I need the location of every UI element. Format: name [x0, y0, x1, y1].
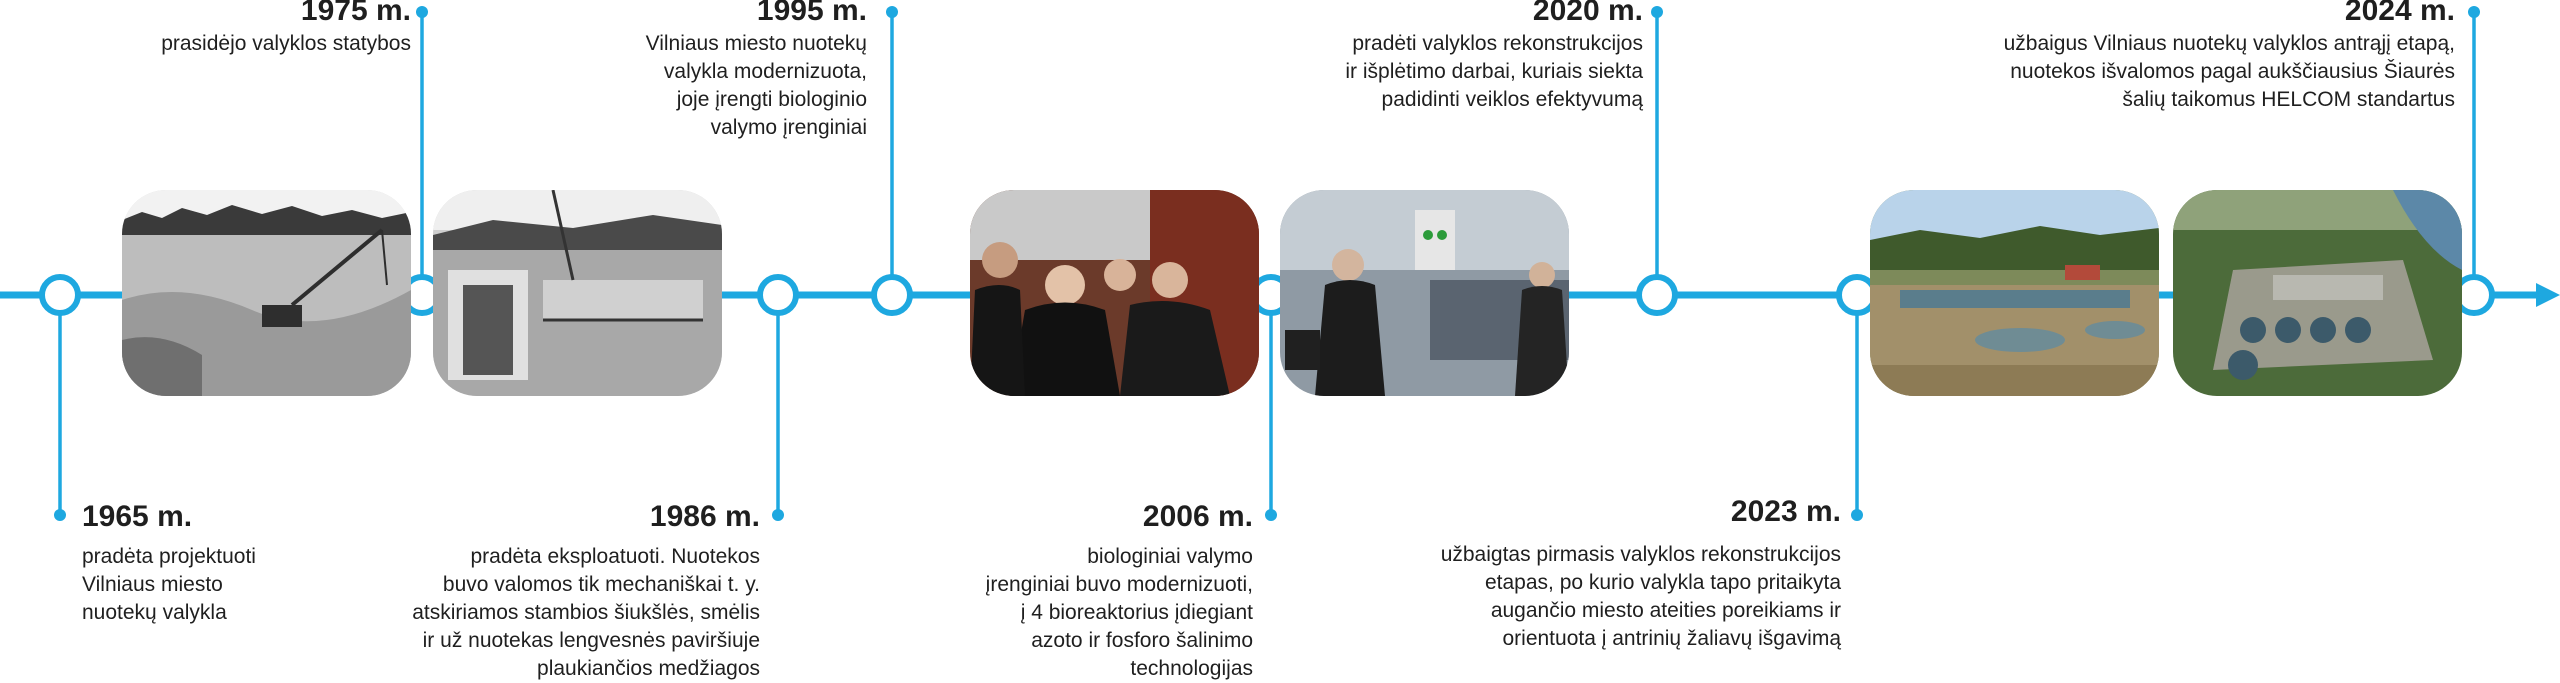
connector-end-dot-2020 — [1651, 6, 1663, 18]
milestone-text-line: pradėta eksploatuoti. Nuotekos — [470, 545, 760, 568]
connector-end-dot-1995 — [886, 6, 898, 18]
connector-end-dot-2024 — [2468, 6, 2480, 18]
milestone-2006 — [986, 500, 1253, 683]
milestone-text — [986, 543, 1253, 683]
milestone-2020 — [1345, 0, 1643, 114]
timeline-node-1965 — [42, 277, 78, 313]
milestone-text-line: nuotekos išvalomos pagal aukščiausius Šiaurės — [2010, 60, 2455, 83]
milestone-text-line: augančio miesto ateities poreikiams ir — [1490, 599, 1841, 622]
milestone-text-line: pradėta projektuoti — [82, 545, 256, 568]
milestone-text-line: technologijas — [1130, 657, 1253, 680]
connector-end-dot-1975 — [416, 6, 428, 18]
milestone-text-line: užbaigus Vilniaus nuotekų valyklos antrąjį etapą, — [2003, 32, 2455, 55]
milestone-text-line: prasidėjo valyklos statybos — [161, 32, 411, 55]
construction-site-photo — [122, 190, 411, 396]
milestone-year: 1965 m. — [82, 500, 193, 533]
milestone-text-line: ir išplėtimo darbai, kuriais siekta — [1345, 60, 1643, 83]
milestone-year: 2024 m. — [2344, 0, 2455, 27]
milestone-text-line: biologiniai valymo — [1087, 545, 1253, 568]
milestone-text — [1345, 30, 1643, 114]
milestone-year: 1986 m. — [649, 500, 760, 533]
milestone-text-line: valykla modernizuota, — [663, 60, 867, 83]
milestone-text — [412, 543, 760, 683]
aerial-plant-overview-photo — [2173, 190, 2462, 396]
milestone-text — [2004, 30, 2455, 114]
milestone-1995 — [646, 0, 867, 142]
officials-visit-photo — [970, 190, 1259, 396]
milestone-text-line: pradėti valyklos rekonstrukcijos — [1352, 32, 1643, 55]
timeline-node-1995 — [874, 277, 910, 313]
milestone-year: 1995 m. — [756, 0, 867, 27]
milestone-text-line: valymo įrenginiai — [710, 116, 867, 139]
connector-end-dot-2023 — [1851, 509, 1863, 521]
milestone-text-line: ir už nuotekas lengvesnės paviršiuje — [422, 629, 760, 652]
milestone-text-line: etapas, po kurio valykla tapo pritaikyta — [1484, 571, 1841, 594]
milestone-text-line: buvo valomos tik mechaniškai t. y. — [442, 573, 760, 596]
milestone-text-line: Vilniaus miesto — [82, 573, 223, 596]
timeline-node-1986 — [760, 277, 796, 313]
milestone-year: 2023 m. — [1730, 495, 1841, 528]
milestone-2024 — [2004, 0, 2455, 114]
milestone-2023 — [1441, 495, 1841, 653]
milestone-text-line: orientuota į antrinių žaliavų išgavimą — [1502, 627, 1841, 650]
timeline-node-2020 — [1639, 277, 1675, 313]
milestone-text-line: padidinti veiklos efektyvumą — [1381, 88, 1643, 111]
milestone-text — [1441, 541, 1841, 653]
milestone-text-line: įrenginiai buvo modernizuoti, — [985, 573, 1253, 596]
milestone-text-line: plaukiančios medžiagos — [537, 657, 760, 680]
milestone-text-line: nuotekų valykla — [82, 601, 227, 624]
milestone-1975 — [161, 0, 411, 58]
connector-end-dot-2006 — [1265, 509, 1277, 521]
milestone-1965 — [82, 500, 256, 627]
milestone-text-line: į 4 bioreaktorius įdiegiant — [1020, 601, 1253, 624]
milestone-text — [82, 543, 256, 627]
milestone-year: 1975 m. — [300, 0, 411, 27]
milestone-year: 2006 m. — [1142, 500, 1253, 533]
connector-end-dot-1965 — [54, 509, 66, 521]
milestone-year: 2020 m. — [1532, 0, 1643, 27]
control-panel-photo — [1280, 190, 1569, 396]
milestone-text-line: Vilniaus miesto nuotekų — [645, 32, 867, 55]
connector-end-dot-1986 — [772, 509, 784, 521]
milestone-text — [646, 30, 867, 142]
concrete-works-photo — [433, 190, 722, 396]
milestone-text-line: azoto ir fosforo šalinimo — [1031, 629, 1253, 652]
milestone-text-line: užbaigtas pirmasis valyklos rekonstrukcijos — [1440, 543, 1841, 566]
aerial-plant-photo — [1870, 190, 2159, 396]
milestone-text-line: atskiriamos stambios šiukšlės, smėlis — [412, 601, 760, 624]
milestone-text-line: šalių taikomus HELCOM standartus — [2122, 88, 2455, 111]
timeline-arrow-icon — [2536, 283, 2560, 307]
milestone-1986 — [412, 500, 760, 683]
milestone-text — [161, 30, 411, 58]
milestone-text-line: joje įrengti biologinio — [676, 88, 867, 111]
